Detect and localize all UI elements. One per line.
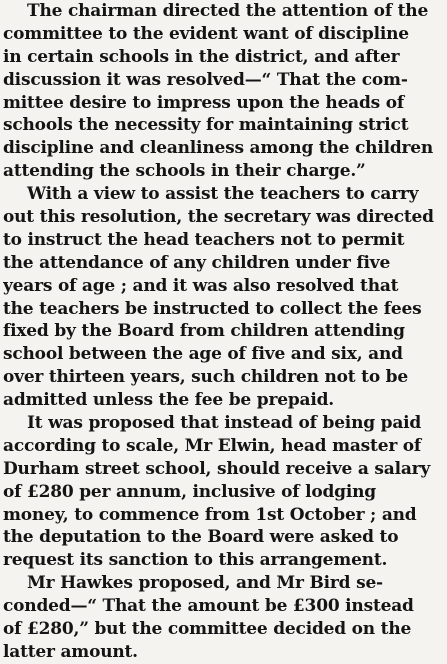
paragraph-2 <box>3 183 446 412</box>
text-line: discipline and cleanliness among the children <box>3 138 434 159</box>
text-line: fixed by the Board from children attending <box>3 321 405 342</box>
text-line: schools the necessity for maintaining strict <box>3 115 409 136</box>
text-line: It was proposed that instead of being paid <box>27 413 422 434</box>
paragraph-4 <box>3 572 446 664</box>
text-line: to instruct the head teachers not to permit <box>3 229 405 250</box>
text-line: school between the age of five and six, and <box>3 344 403 365</box>
text-line: years of age ; and it was also resolved that <box>3 275 399 296</box>
text-line: money, to commence from 1st October ; and <box>3 504 417 525</box>
text-line: The chairman directed the attention of the <box>27 1 429 21</box>
newspaper-column <box>3 0 446 664</box>
text-line: the teachers be instructed to collect the fees <box>3 298 422 319</box>
text-line: over thirteen years, such children not to be <box>3 367 408 388</box>
text-line: discussion it was resolved—“ That the com- <box>3 69 408 90</box>
text-line: attending the schools in their charge.” <box>3 161 366 182</box>
text-line: latter amount. <box>3 641 138 662</box>
text-line: With a view to assist the teachers to carry <box>27 184 419 205</box>
text-line: of £280,” but the committee decided on the <box>3 619 412 640</box>
text-line: in certain schools in the district, and after <box>3 46 400 67</box>
text-line: the attendance of any children under five <box>3 252 391 273</box>
text-line: request its sanction to this arrangement. <box>3 550 388 571</box>
text-line: Durham street school, should receive a salary <box>3 458 431 479</box>
text-line: admitted unless the fee be prepaid. <box>3 390 334 411</box>
text-line: out this resolution, the secretary was directed <box>3 207 434 228</box>
paragraph-1 <box>3 0 446 183</box>
paragraph-3 <box>3 412 446 572</box>
text-line: of £280 per annum, inclusive of lodging <box>3 481 376 502</box>
text-line: mittee desire to impress upon the heads of <box>3 92 405 113</box>
text-line: the deputation to the Board were asked to <box>3 527 399 548</box>
text-line: according to scale, Mr Elwin, head master of <box>3 435 422 456</box>
text-line: committee to the evident want of discipline <box>3 23 409 44</box>
text-line: Mr Hawkes proposed, and Mr Bird se- <box>27 573 383 594</box>
text-line: conded—“ That the amount be £300 instead <box>3 596 414 617</box>
